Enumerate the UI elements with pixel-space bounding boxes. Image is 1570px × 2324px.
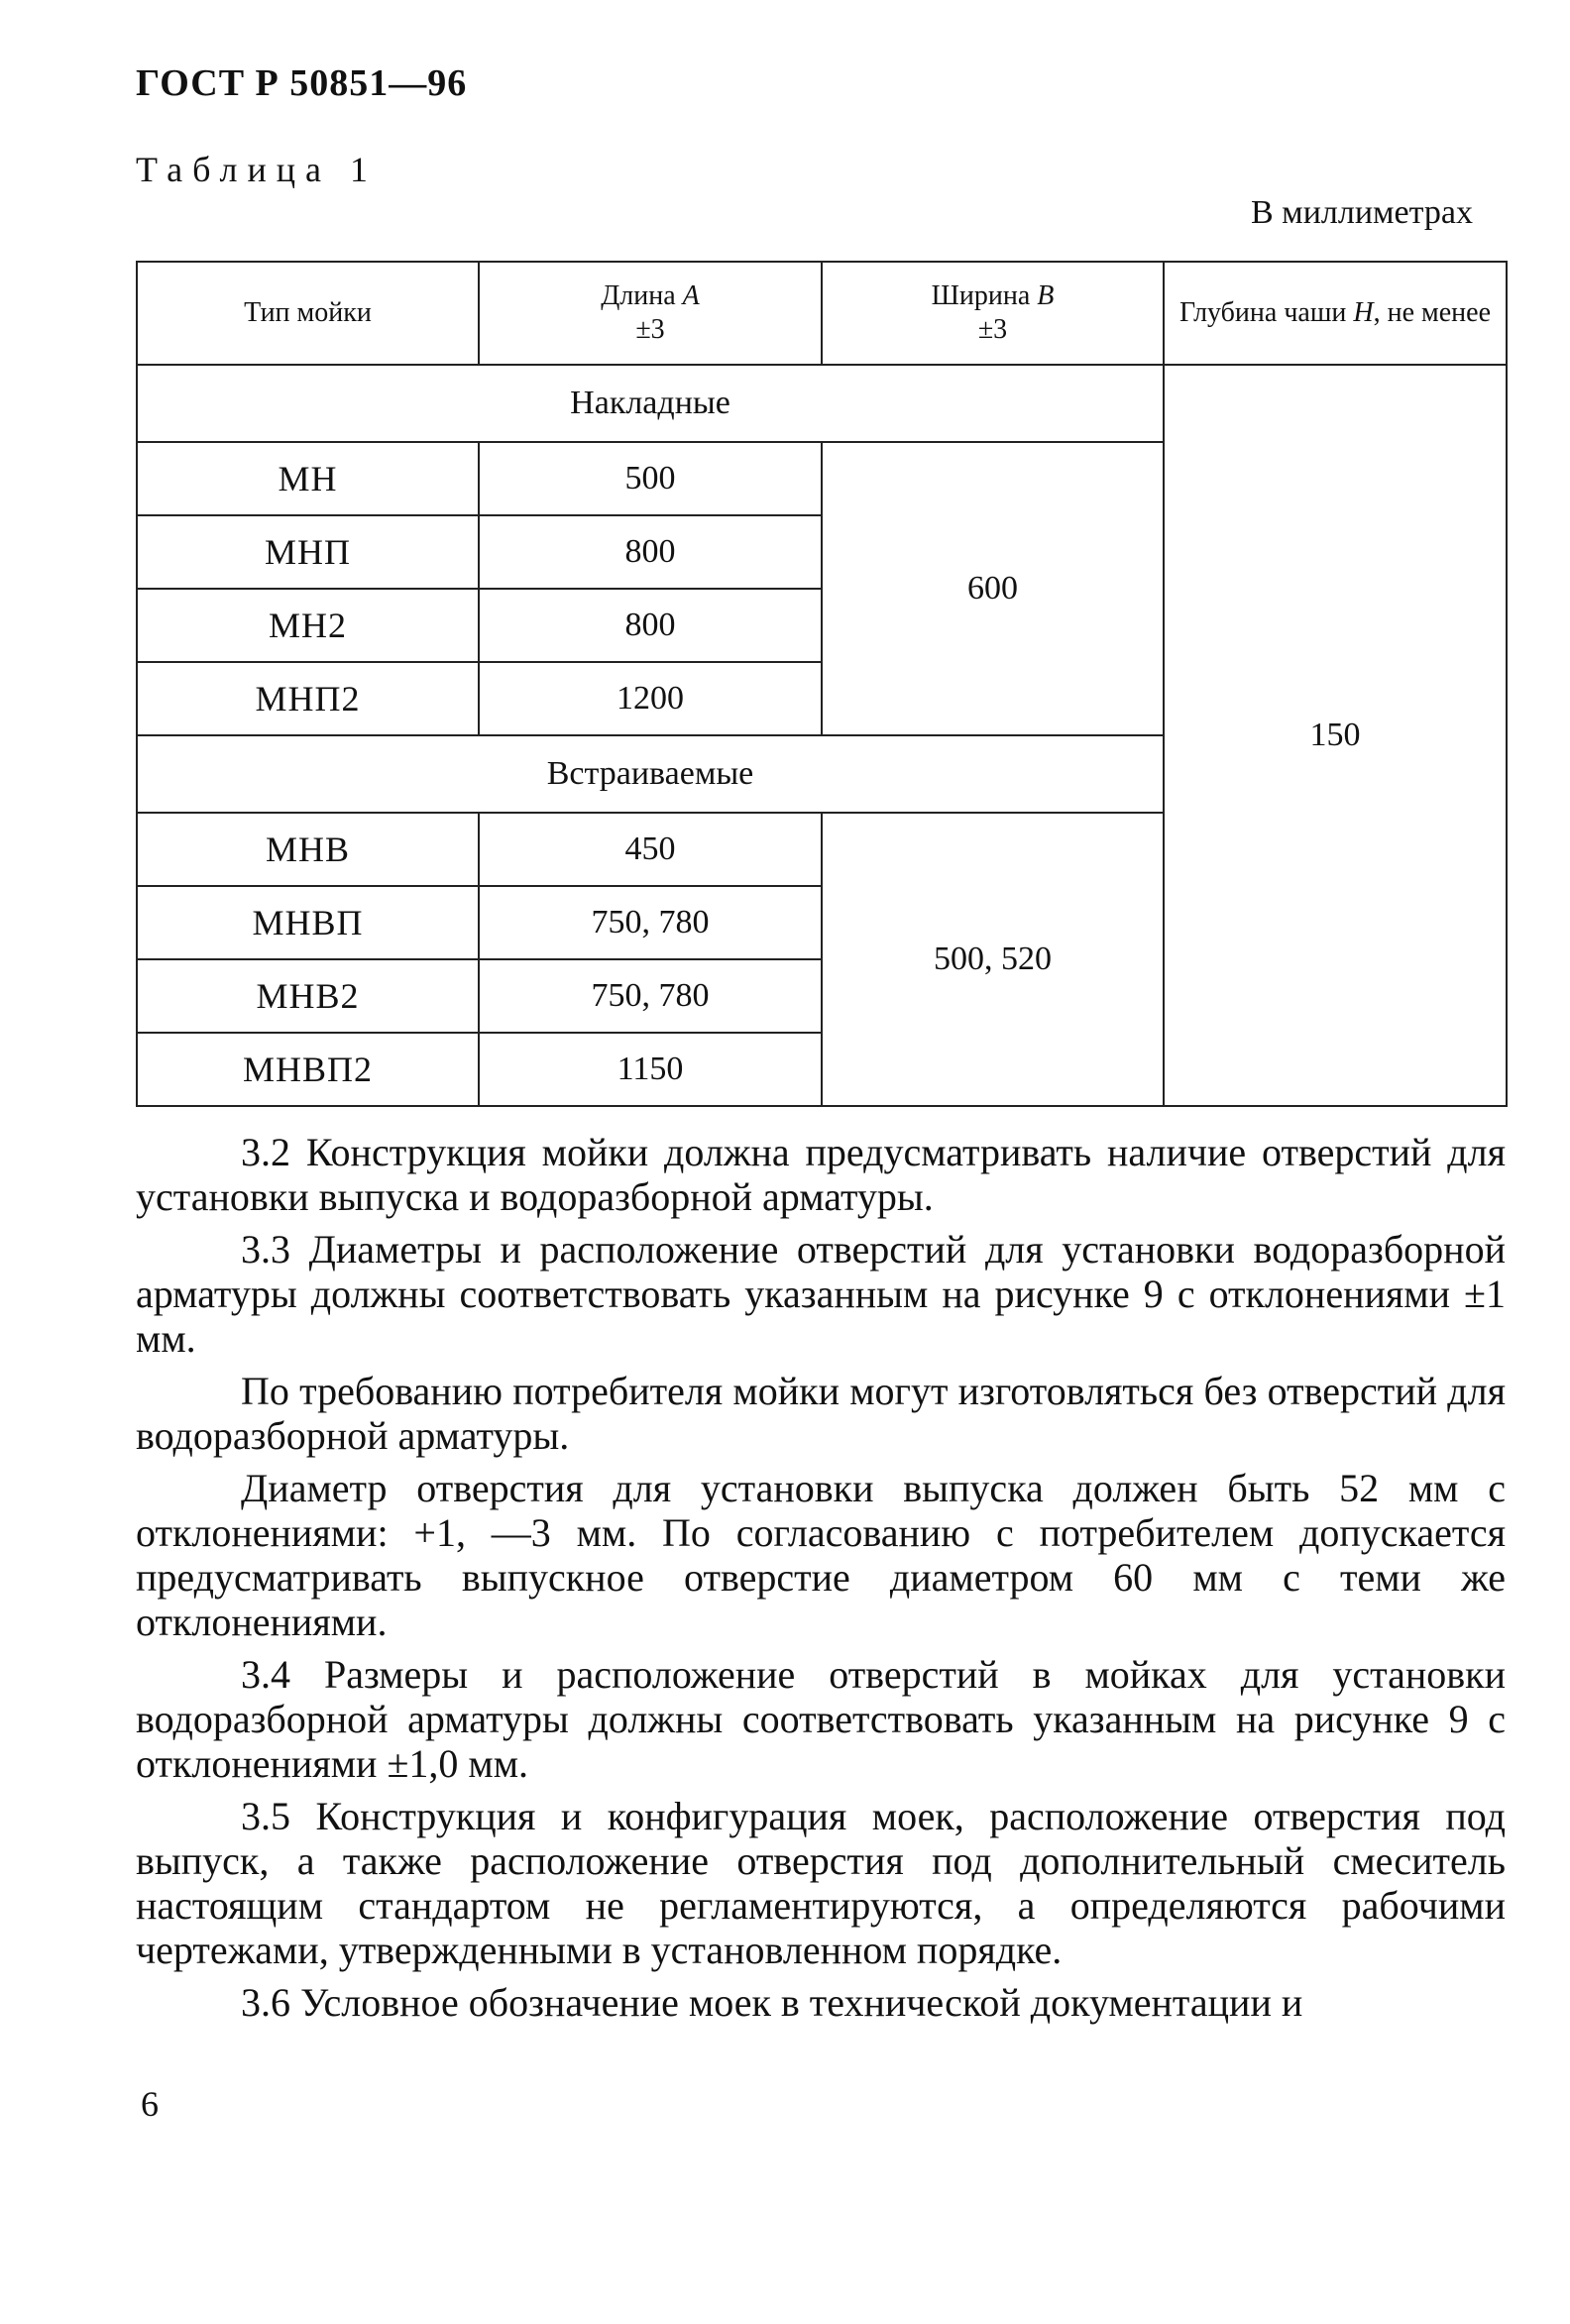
paragraph: 3.6 Условное обозначение моек в технической документации и: [241, 1980, 1303, 2025]
length-cell: 800: [479, 589, 822, 662]
table-header-row: [137, 262, 1507, 365]
length-cell: 800: [479, 515, 822, 589]
type-cell: МНВ: [137, 813, 479, 886]
group-title: Накладные: [137, 365, 1164, 442]
paragraph: Диаметр отверстия для установки выпуска должен быть 52 мм с отклонениями: +1, —3 мм. По согласованию с потребителем допускается предусматривать выпускное отверстие диаметром 60 мм с теми же отклонениями.: [136, 1466, 1506, 1644]
width-cell: 500, 520: [822, 813, 1164, 1106]
width-cell: 600: [822, 442, 1164, 735]
paragraph: 3.4 Размеры и расположение отверстий в мойках для установки водоразборной арматуры должны соответствовать указанным на рисунке 9 с отклонениями ±1,0 мм.: [136, 1652, 1506, 1786]
depth-value-cell: 150: [1164, 365, 1507, 1106]
paragraph: 3.3 Диаметры и расположение отверстий для установки водоразборной арматуры должны соответствовать указанным на рисунке 9 с отклонениями ±1 мм.: [136, 1227, 1506, 1361]
type-cell: МН: [137, 442, 479, 515]
length-cell: 750, 780: [479, 886, 822, 959]
header-type: Тип мойки: [137, 262, 479, 365]
sink-dimensions-table: [136, 261, 1508, 1107]
paragraph: 3.5 Конструкция и конфигурация моек, расположение отверстия под выпуск, а также расположение отверстия под дополнительный смеситель настоящим стандартом не регламентируются, а определяются рабочими чертежами, утвержденными в установленном порядке.: [136, 1794, 1506, 1972]
paragraph: По требованию потребителя мойки могут изготовляться без отверстий для водоразборной арматуры.: [136, 1369, 1506, 1458]
type-cell: МНВП: [137, 886, 479, 959]
paragraph: 3.2 Конструкция мойки должна предусматривать наличие отверстий для установки выпуска и водоразборной арматуры.: [136, 1130, 1506, 1219]
length-cell: 450: [479, 813, 822, 886]
table-caption: Таблица 1: [136, 150, 378, 189]
group-title: Встраиваемые: [137, 735, 1164, 813]
group-row-overlay: [137, 365, 1507, 442]
type-cell: МН2: [137, 589, 479, 662]
length-cell: 1200: [479, 662, 822, 735]
units-note: В миллиметрах: [1251, 194, 1473, 231]
length-cell: 750, 780: [479, 959, 822, 1033]
type-cell: МНП2: [137, 662, 479, 735]
standard-header: ГОСТ Р 50851—96: [136, 62, 468, 104]
body-text: [136, 1130, 1506, 2033]
header-depth: Глубина чаши H, не менее: [1164, 262, 1507, 365]
header-length: Длина A ±3: [479, 262, 822, 365]
length-cell: 500: [479, 442, 822, 515]
type-cell: МНП: [137, 515, 479, 589]
type-cell: МНВ2: [137, 959, 479, 1033]
length-cell: 1150: [479, 1033, 822, 1106]
page-number: 6: [141, 2084, 159, 2124]
type-cell: МНВП2: [137, 1033, 479, 1106]
header-width: Ширина B ±3: [822, 262, 1164, 365]
